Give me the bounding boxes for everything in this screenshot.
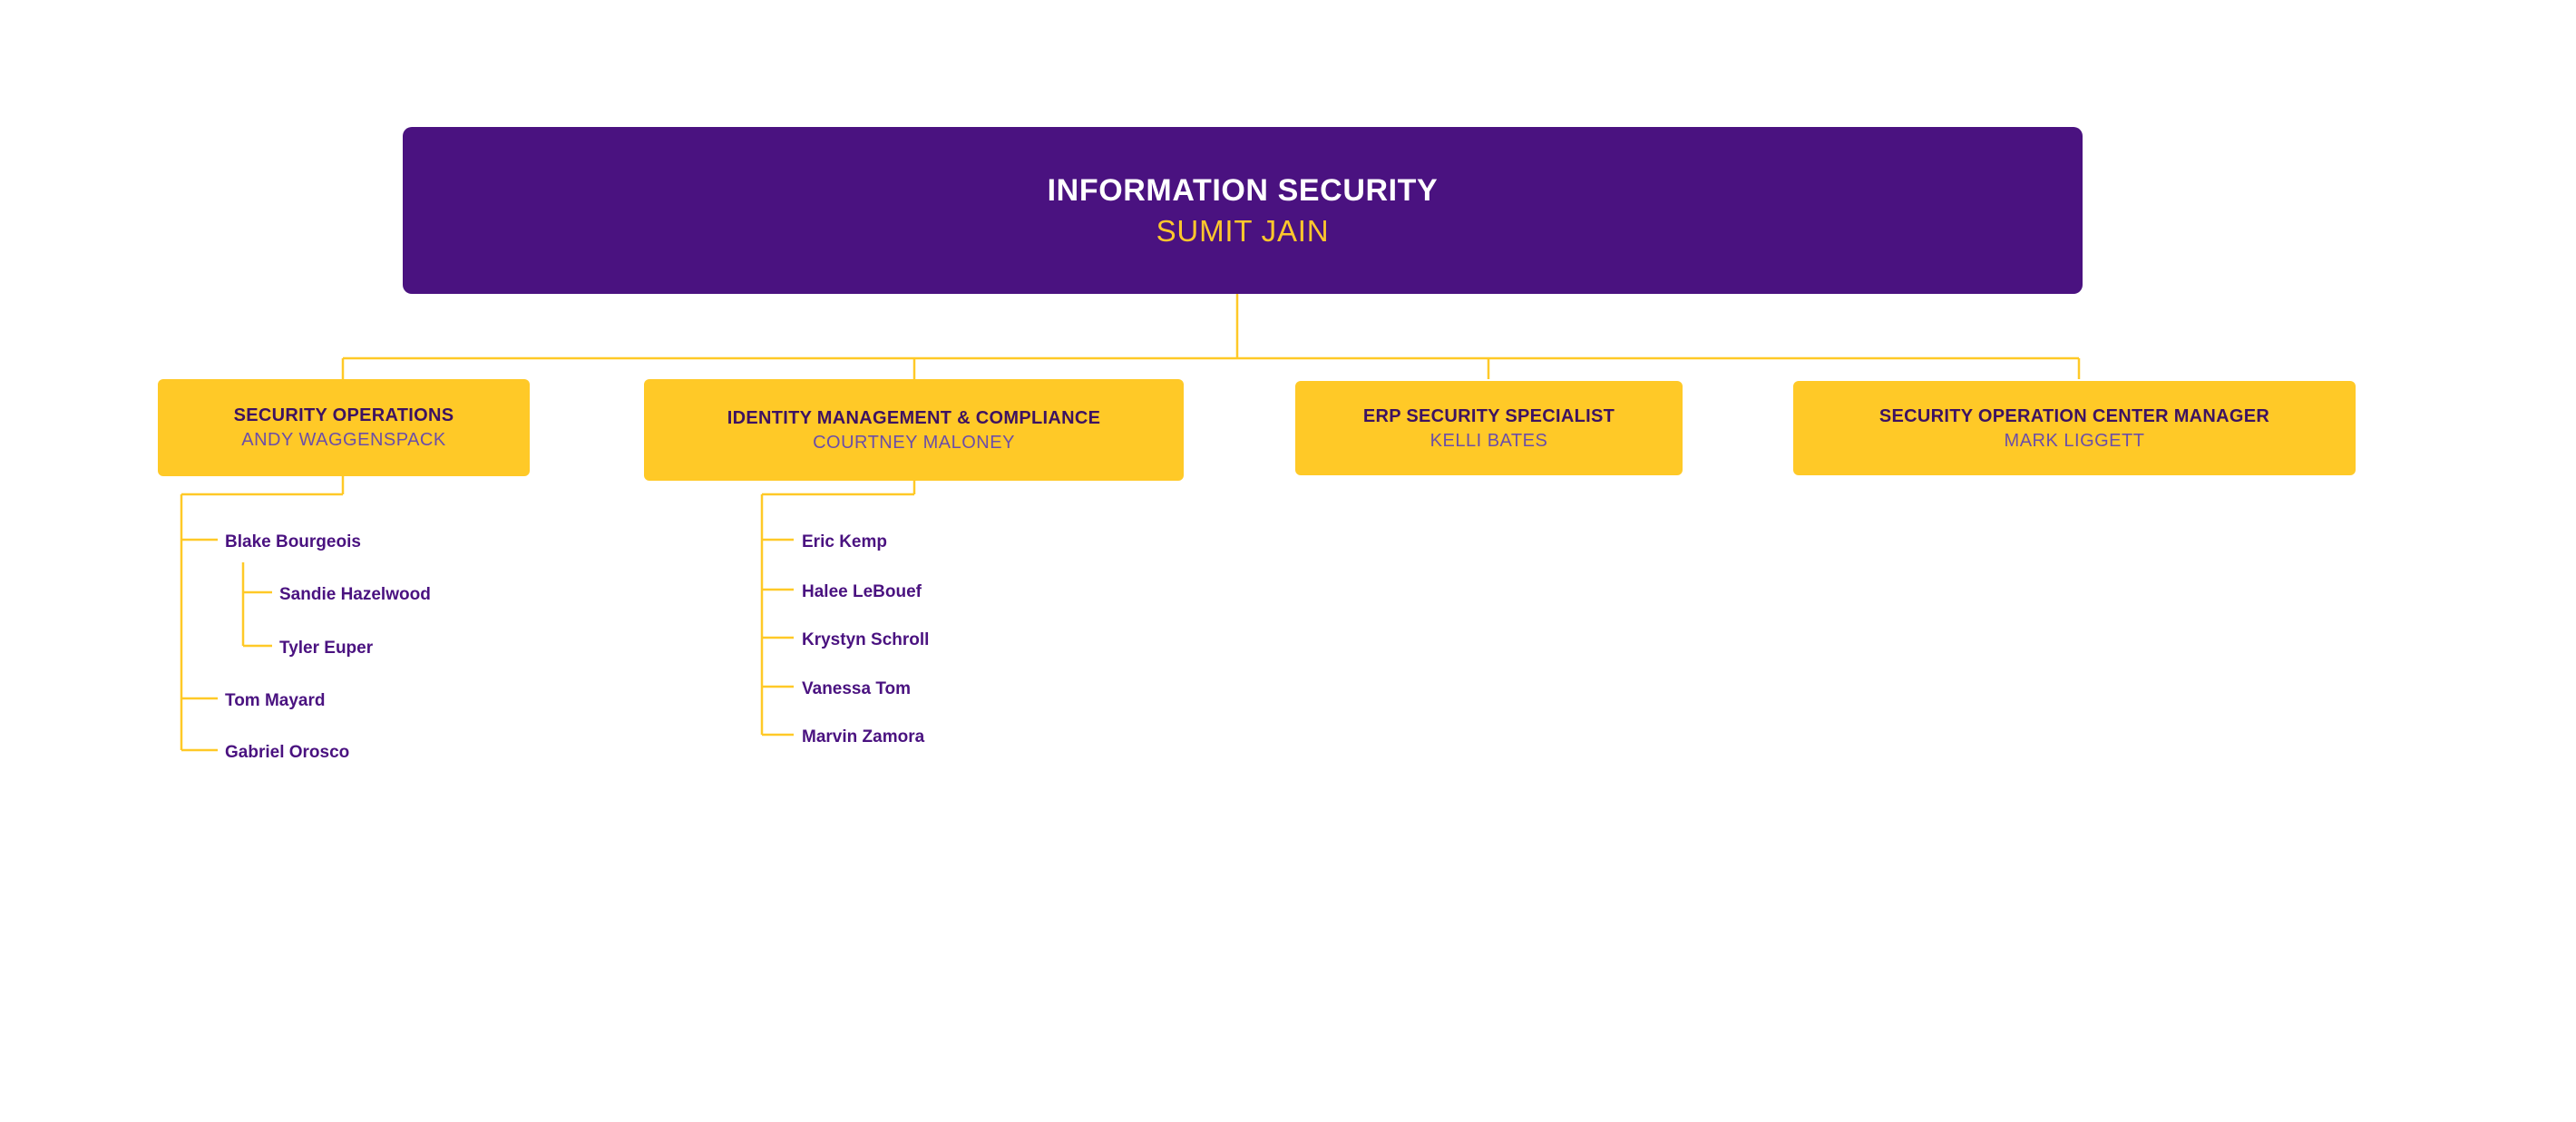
department-node-erp-security-specialist[interactable] [1295, 381, 1683, 475]
department-person: COURTNEY MALONEY [813, 432, 1015, 453]
department-node-identity-management-compliance[interactable] [644, 379, 1184, 481]
report-item[interactable]: Gabriel Orosco [225, 743, 350, 762]
report-item[interactable]: Sandie Hazelwood [279, 585, 431, 604]
report-item[interactable]: Krystyn Schroll [802, 630, 930, 649]
report-item[interactable]: Tom Mayard [225, 691, 326, 710]
report-item[interactable]: Marvin Zamora [802, 727, 925, 746]
department-node-security-operations[interactable] [158, 379, 530, 476]
department-person: ANDY WAGGENSPACK [241, 430, 446, 450]
department-title: SECURITY OPERATION CENTER MANAGER [1878, 405, 2270, 426]
report-item[interactable]: Eric Kemp [802, 532, 887, 551]
department-node-security-operation-center-manager[interactable] [1793, 381, 2356, 475]
department-person: MARK LIGGETT [2004, 430, 2145, 451]
report-item[interactable]: Tyler Euper [279, 639, 374, 658]
department-title: ERP SECURITY SPECIALIST [1362, 405, 1615, 426]
report-item[interactable]: Blake Bourgeois [225, 532, 361, 551]
department-person: KELLI BATES [1429, 430, 1548, 451]
root-title: INFORMATION SECURITY [1047, 172, 1439, 208]
department-title: IDENTITY MANAGEMENT & COMPLIANCE [727, 407, 1101, 428]
report-item[interactable]: Vanessa Tom [802, 679, 912, 698]
root-node[interactable] [403, 127, 2083, 294]
department-title: SECURITY OPERATIONS [233, 405, 454, 425]
report-item[interactable]: Halee LeBouef [802, 582, 922, 601]
root-person: SUMIT JAIN [1156, 213, 1330, 248]
